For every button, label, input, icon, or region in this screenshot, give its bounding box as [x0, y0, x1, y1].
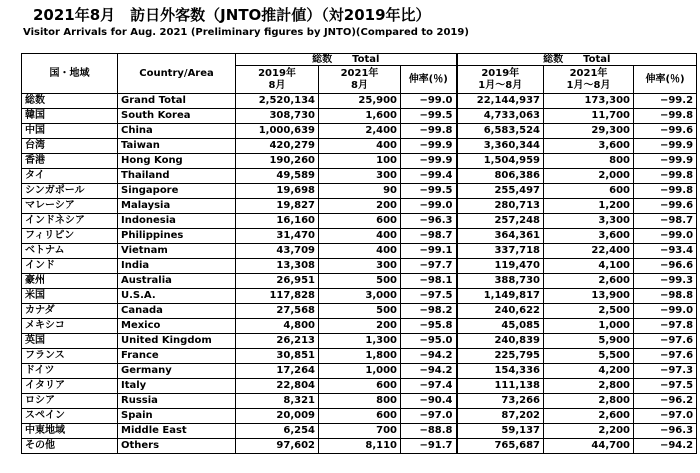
- cell-aug-2021: 200: [319, 199, 401, 214]
- header-growth-month: 伸率(％): [401, 66, 457, 94]
- cell-aug-2021: 400: [319, 139, 401, 154]
- header-total-cumulative: 総数 Total: [457, 54, 697, 66]
- table-row: [22, 424, 697, 439]
- cell-country-en: Spain: [118, 409, 236, 424]
- cell-aug-growth: −98.7: [401, 229, 457, 244]
- cell-cum-2021: 5,500: [544, 349, 634, 364]
- cell-cum-2021: 173,300: [544, 94, 634, 109]
- cell-country-en: France: [118, 349, 236, 364]
- cell-aug-2019: 43,709: [236, 244, 319, 259]
- cell-cum-growth: −99.2: [634, 94, 697, 109]
- cell-aug-growth: −98.2: [401, 304, 457, 319]
- header-2021-jan-aug: 2021年 1月～8月: [544, 66, 634, 94]
- cell-country-en: Germany: [118, 364, 236, 379]
- cell-cum-2019: 1,504,959: [457, 154, 544, 169]
- table-row: [22, 304, 697, 319]
- cell-cum-growth: −96.3: [634, 424, 697, 439]
- cell-aug-2021: 300: [319, 259, 401, 274]
- cell-cum-2019: 806,386: [457, 169, 544, 184]
- cell-cum-growth: −99.6: [634, 199, 697, 214]
- cell-cum-2019: 154,336: [457, 364, 544, 379]
- cell-cum-2019: 255,497: [457, 184, 544, 199]
- cell-country-en: India: [118, 259, 236, 274]
- table-row: [22, 394, 697, 409]
- cell-aug-2019: 31,470: [236, 229, 319, 244]
- cell-cum-2021: 3,300: [544, 214, 634, 229]
- cell-country-en: Middle East: [118, 424, 236, 439]
- cell-country-jp: 香港: [22, 154, 118, 169]
- header-total-month: 総数 Total: [236, 54, 457, 66]
- cell-aug-growth: −88.8: [401, 424, 457, 439]
- cell-cum-2019: 119,470: [457, 259, 544, 274]
- table-row: [22, 274, 697, 289]
- cell-country-jp: 豪州: [22, 274, 118, 289]
- cell-country-jp: タイ: [22, 169, 118, 184]
- cell-aug-2021: 1,300: [319, 334, 401, 349]
- header-growth-cumulative: 伸率(％): [634, 66, 697, 94]
- cell-aug-2021: 100: [319, 154, 401, 169]
- cell-cum-2019: 280,713: [457, 199, 544, 214]
- cell-aug-2021: 600: [319, 379, 401, 394]
- cell-country-jp: 米国: [22, 289, 118, 304]
- cell-country-jp: インド: [22, 259, 118, 274]
- cell-country-en: South Korea: [118, 109, 236, 124]
- cell-country-jp: ドイツ: [22, 364, 118, 379]
- cell-aug-2021: 500: [319, 304, 401, 319]
- cell-aug-growth: −97.0: [401, 409, 457, 424]
- cell-country-jp: 中東地域: [22, 424, 118, 439]
- cell-country-jp: メキシコ: [22, 319, 118, 334]
- cell-aug-2019: 1,000,639: [236, 124, 319, 139]
- cell-aug-2021: 800: [319, 394, 401, 409]
- table-row: [22, 124, 697, 139]
- cell-country-en: Indonesia: [118, 214, 236, 229]
- cell-aug-2019: 49,589: [236, 169, 319, 184]
- cell-country-jp: 韓国: [22, 109, 118, 124]
- cell-cum-growth: −99.0: [634, 229, 697, 244]
- cell-cum-2019: 22,144,937: [457, 94, 544, 109]
- cell-country-en: Philippines: [118, 229, 236, 244]
- cell-cum-growth: −96.2: [634, 394, 697, 409]
- cell-cum-2019: 59,137: [457, 424, 544, 439]
- table-row: [22, 244, 697, 259]
- cell-country-jp: フランス: [22, 349, 118, 364]
- cell-country-jp: 英国: [22, 334, 118, 349]
- table-row: [22, 184, 697, 199]
- cell-cum-2021: 5,900: [544, 334, 634, 349]
- cell-aug-2021: 300: [319, 169, 401, 184]
- cell-cum-2021: 44,700: [544, 439, 634, 454]
- cell-country-en: Russia: [118, 394, 236, 409]
- cell-cum-2021: 1,000: [544, 319, 634, 334]
- cell-aug-growth: −99.5: [401, 109, 457, 124]
- cell-aug-growth: −96.3: [401, 214, 457, 229]
- cell-aug-2021: 400: [319, 244, 401, 259]
- cell-aug-2021: 90: [319, 184, 401, 199]
- visitor-arrivals-table: [21, 53, 697, 454]
- cell-country-en: Australia: [118, 274, 236, 289]
- cell-cum-2021: 29,300: [544, 124, 634, 139]
- cell-aug-2021: 600: [319, 409, 401, 424]
- cell-cum-2021: 1,200: [544, 199, 634, 214]
- cell-cum-2021: 2,600: [544, 274, 634, 289]
- header-2021-aug: 2021年 8月: [319, 66, 401, 94]
- cell-aug-2019: 308,730: [236, 109, 319, 124]
- cell-aug-growth: −99.5: [401, 184, 457, 199]
- header-country-en: Country/Area: [118, 54, 236, 94]
- page-title: 2021年8月 訪日外客数（JNTO推計値）（対2019年比）: [33, 6, 431, 24]
- cell-aug-growth: −94.2: [401, 364, 457, 379]
- cell-cum-2021: 3,600: [544, 229, 634, 244]
- cell-aug-growth: −99.8: [401, 124, 457, 139]
- cell-cum-growth: −94.2: [634, 439, 697, 454]
- table-row: [22, 139, 697, 154]
- cell-aug-growth: −95.0: [401, 334, 457, 349]
- cell-country-en: Vietnam: [118, 244, 236, 259]
- header-country-jp: 国・地域: [22, 54, 118, 94]
- cell-cum-growth: −99.3: [634, 274, 697, 289]
- cell-aug-growth: −99.4: [401, 169, 457, 184]
- cell-country-en: Malaysia: [118, 199, 236, 214]
- cell-cum-2019: 3,360,344: [457, 139, 544, 154]
- table-row: [22, 199, 697, 214]
- cell-cum-2019: 337,718: [457, 244, 544, 259]
- cell-country-jp: ベトナム: [22, 244, 118, 259]
- cell-cum-2021: 800: [544, 154, 634, 169]
- table-row: [22, 364, 697, 379]
- cell-aug-2019: 27,568: [236, 304, 319, 319]
- cell-cum-2019: 6,583,524: [457, 124, 544, 139]
- cell-aug-growth: −91.7: [401, 439, 457, 454]
- cell-cum-2019: 240,839: [457, 334, 544, 349]
- cell-country-jp: スペイン: [22, 409, 118, 424]
- cell-cum-2021: 2,000: [544, 169, 634, 184]
- cell-aug-growth: −94.2: [401, 349, 457, 364]
- cell-cum-growth: −97.3: [634, 364, 697, 379]
- cell-aug-2019: 19,698: [236, 184, 319, 199]
- cell-aug-2019: 420,279: [236, 139, 319, 154]
- cell-cum-2019: 45,085: [457, 319, 544, 334]
- table-row: [22, 214, 697, 229]
- cell-aug-growth: −99.1: [401, 244, 457, 259]
- cell-cum-2021: 3,600: [544, 139, 634, 154]
- cell-aug-2021: 8,110: [319, 439, 401, 454]
- cell-country-jp: ロシア: [22, 394, 118, 409]
- cell-cum-growth: −97.8: [634, 319, 697, 334]
- cell-aug-2019: 8,321: [236, 394, 319, 409]
- cell-aug-2019: 30,851: [236, 349, 319, 364]
- cell-aug-2019: 26,213: [236, 334, 319, 349]
- cell-country-jp: シンガポール: [22, 184, 118, 199]
- cell-aug-2021: 700: [319, 424, 401, 439]
- cell-cum-growth: −98.7: [634, 214, 697, 229]
- cell-cum-growth: −97.6: [634, 349, 697, 364]
- cell-aug-growth: −99.0: [401, 94, 457, 109]
- table-row: [22, 379, 697, 394]
- cell-cum-growth: −97.6: [634, 334, 697, 349]
- cell-cum-2021: 2,500: [544, 304, 634, 319]
- cell-aug-2019: 17,264: [236, 364, 319, 379]
- cell-aug-2021: 25,900: [319, 94, 401, 109]
- cell-aug-growth: −98.1: [401, 274, 457, 289]
- cell-aug-growth: −99.9: [401, 139, 457, 154]
- table-row: [22, 409, 697, 424]
- table-row: [22, 229, 697, 244]
- cell-cum-2021: 2,800: [544, 394, 634, 409]
- cell-country-jp: その他: [22, 439, 118, 454]
- cell-country-en: United Kingdom: [118, 334, 236, 349]
- cell-cum-2019: 388,730: [457, 274, 544, 289]
- cell-aug-2021: 600: [319, 214, 401, 229]
- header-2019-aug: 2019年 8月: [236, 66, 319, 94]
- cell-aug-growth: −97.4: [401, 379, 457, 394]
- cell-country-jp: イタリア: [22, 379, 118, 394]
- cell-country-en: Hong Kong: [118, 154, 236, 169]
- cell-aug-growth: −90.4: [401, 394, 457, 409]
- table-row: [22, 439, 697, 454]
- cell-country-jp: 台湾: [22, 139, 118, 154]
- cell-country-en: Singapore: [118, 184, 236, 199]
- cell-aug-2021: 2,400: [319, 124, 401, 139]
- cell-cum-growth: −99.8: [634, 184, 697, 199]
- cell-cum-2019: 87,202: [457, 409, 544, 424]
- cell-cum-2021: 22,400: [544, 244, 634, 259]
- table-row: [22, 289, 697, 304]
- cell-country-en: Thailand: [118, 169, 236, 184]
- cell-aug-2021: 1,600: [319, 109, 401, 124]
- cell-aug-2019: 19,827: [236, 199, 319, 214]
- table-row: [22, 259, 697, 274]
- cell-country-jp: マレーシア: [22, 199, 118, 214]
- cell-country-en: Canada: [118, 304, 236, 319]
- cell-aug-2019: 117,828: [236, 289, 319, 304]
- table-row: [22, 334, 697, 349]
- cell-cum-growth: −98.8: [634, 289, 697, 304]
- cell-aug-growth: −99.9: [401, 154, 457, 169]
- cell-cum-2019: 4,733,063: [457, 109, 544, 124]
- cell-country-en: Grand Total: [118, 94, 236, 109]
- cell-cum-2021: 13,900: [544, 289, 634, 304]
- cell-aug-2019: 22,804: [236, 379, 319, 394]
- cell-cum-growth: −99.0: [634, 304, 697, 319]
- cell-cum-2019: 111,138: [457, 379, 544, 394]
- cell-country-jp: フィリピン: [22, 229, 118, 244]
- cell-cum-2019: 257,248: [457, 214, 544, 229]
- cell-cum-growth: −99.8: [634, 169, 697, 184]
- cell-aug-2019: 2,520,134: [236, 94, 319, 109]
- cell-country-en: Mexico: [118, 319, 236, 334]
- cell-aug-2019: 4,800: [236, 319, 319, 334]
- cell-country-jp: 総数: [22, 94, 118, 109]
- cell-aug-growth: −97.7: [401, 259, 457, 274]
- cell-cum-2019: 1,149,817: [457, 289, 544, 304]
- cell-aug-2019: 190,260: [236, 154, 319, 169]
- cell-aug-2019: 97,602: [236, 439, 319, 454]
- cell-cum-growth: −99.9: [634, 154, 697, 169]
- cell-cum-2021: 11,700: [544, 109, 634, 124]
- cell-cum-growth: −97.5: [634, 379, 697, 394]
- cell-country-en: U.S.A.: [118, 289, 236, 304]
- cell-aug-2019: 13,308: [236, 259, 319, 274]
- cell-country-en: Italy: [118, 379, 236, 394]
- table-row: [22, 94, 697, 109]
- header-2019-jan-aug: 2019年 1月～8月: [457, 66, 544, 94]
- cell-cum-2021: 2,800: [544, 379, 634, 394]
- cell-aug-growth: −97.5: [401, 289, 457, 304]
- cell-cum-growth: −97.0: [634, 409, 697, 424]
- cell-cum-2019: 364,361: [457, 229, 544, 244]
- table-row: [22, 109, 697, 124]
- cell-cum-growth: −99.6: [634, 124, 697, 139]
- cell-country-en: China: [118, 124, 236, 139]
- cell-country-en: Taiwan: [118, 139, 236, 154]
- table-row: [22, 349, 697, 364]
- cell-cum-2021: 600: [544, 184, 634, 199]
- cell-cum-2019: 225,795: [457, 349, 544, 364]
- cell-cum-2019: 765,687: [457, 439, 544, 454]
- cell-cum-growth: −99.9: [634, 139, 697, 154]
- cell-cum-2021: 4,100: [544, 259, 634, 274]
- cell-cum-2021: 2,200: [544, 424, 634, 439]
- cell-cum-growth: −99.8: [634, 109, 697, 124]
- cell-aug-2021: 400: [319, 229, 401, 244]
- cell-aug-2019: 16,160: [236, 214, 319, 229]
- cell-aug-2021: 3,000: [319, 289, 401, 304]
- cell-aug-growth: −99.0: [401, 199, 457, 214]
- cell-aug-growth: −95.8: [401, 319, 457, 334]
- table-row: [22, 319, 697, 334]
- cell-cum-2019: 240,622: [457, 304, 544, 319]
- page-subtitle: Visitor Arrivals for Aug. 2021 (Preliminary figures by JNTO)(Compared to 2019): [23, 27, 469, 38]
- cell-country-jp: インドネシア: [22, 214, 118, 229]
- cell-cum-growth: −96.6: [634, 259, 697, 274]
- cell-cum-growth: −93.4: [634, 244, 697, 259]
- cell-aug-2021: 500: [319, 274, 401, 289]
- cell-cum-2021: 2,600: [544, 409, 634, 424]
- cell-country-en: Others: [118, 439, 236, 454]
- table-body: [22, 94, 697, 454]
- cell-aug-2021: 1,000: [319, 364, 401, 379]
- cell-country-jp: 中国: [22, 124, 118, 139]
- table-row: [22, 154, 697, 169]
- cell-aug-2021: 200: [319, 319, 401, 334]
- cell-aug-2019: 26,951: [236, 274, 319, 289]
- cell-aug-2021: 1,800: [319, 349, 401, 364]
- cell-cum-2019: 73,266: [457, 394, 544, 409]
- cell-cum-2021: 4,200: [544, 364, 634, 379]
- cell-aug-2019: 6,254: [236, 424, 319, 439]
- table-row: [22, 169, 697, 184]
- cell-country-jp: カナダ: [22, 304, 118, 319]
- cell-aug-2019: 20,009: [236, 409, 319, 424]
